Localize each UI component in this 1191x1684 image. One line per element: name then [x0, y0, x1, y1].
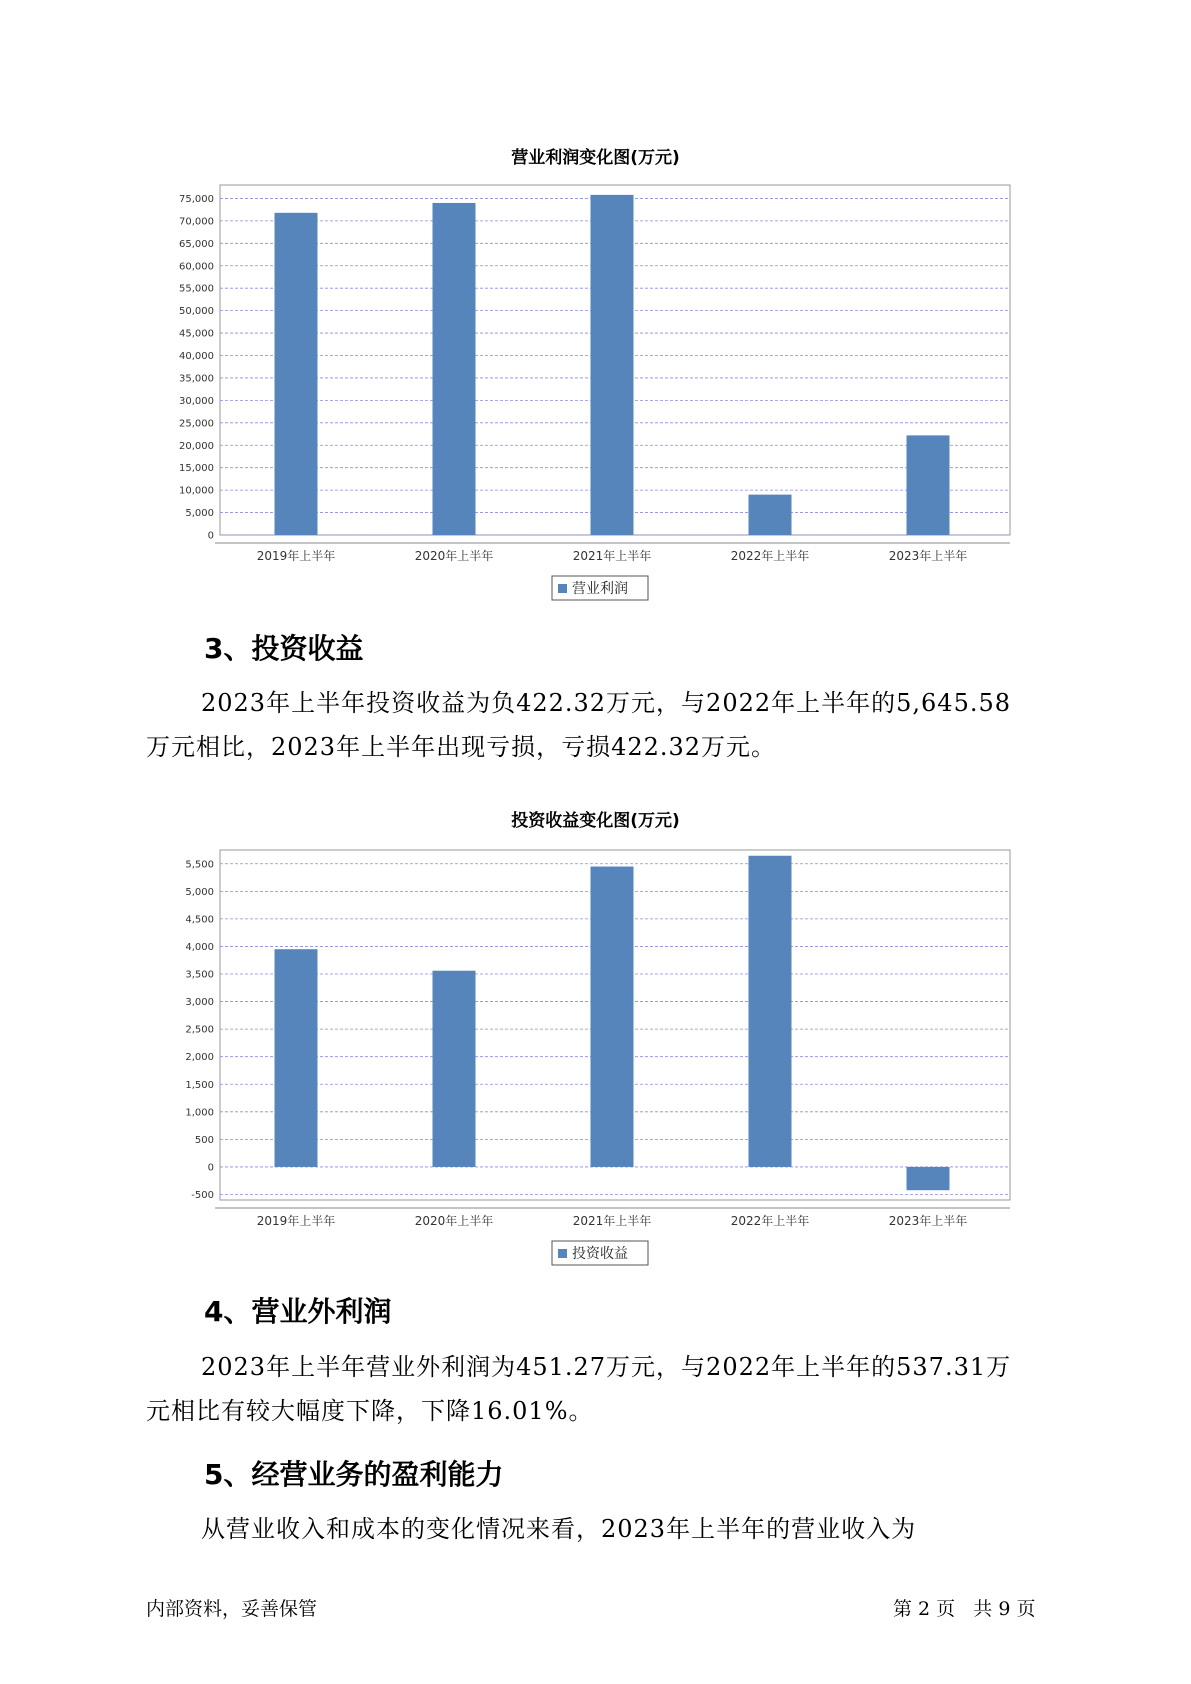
legend-label: 投资收益: [572, 1246, 628, 1262]
bar: [907, 1167, 950, 1190]
legend-label: 营业利润: [572, 581, 628, 597]
y-tick-label: -500: [191, 1189, 214, 1201]
y-tick-label: 40,000: [179, 351, 214, 363]
y-tick-label: 4,000: [185, 941, 214, 953]
paragraph-investment: [146, 681, 1046, 769]
footer-page-number: 第 2 页 共 9 页: [893, 1598, 1036, 1620]
x-tick-label: 2023年上半年: [888, 1214, 968, 1228]
y-tick-label: 0: [207, 1162, 214, 1174]
y-tick-label: 20,000: [179, 440, 214, 452]
operating-profit-chart: [0, 170, 1191, 597]
x-tick-label: 2022年上半年: [730, 549, 810, 563]
y-tick-label: 25,000: [179, 418, 214, 430]
y-tick-label: 0: [207, 530, 214, 542]
chart-title-investment-income: 投资收益变化图(万元): [511, 811, 680, 831]
bar: [591, 195, 634, 535]
y-tick-label: 65,000: [179, 238, 214, 250]
bar: [433, 971, 476, 1167]
section-heading-investment: 3、投资收益: [204, 632, 364, 665]
y-tick-label: 15,000: [179, 463, 214, 475]
x-tick-label: 2021年上半年: [572, 1214, 652, 1228]
y-tick-label: 30,000: [179, 395, 214, 407]
paragraph-nonoperating: [146, 1345, 1046, 1433]
investment-income-chart: [0, 835, 1191, 1262]
paragraph-line: 2023年上半年投资收益为负422.32万元，与2022年上半年的5,645.58: [201, 689, 1012, 717]
x-tick-label: 2019年上半年: [256, 1214, 336, 1228]
footer-confidential: 内部资料，妥善保管: [146, 1598, 318, 1620]
y-tick-label: 60,000: [179, 261, 214, 273]
y-tick-label: 50,000: [179, 306, 214, 318]
y-tick-label: 3,000: [185, 997, 214, 1009]
paragraph-line: 2023年上半年营业外利润为451.27万元，与2022年上半年的537.31万: [201, 1353, 1012, 1381]
paragraph-line: 从营业收入和成本的变化情况来看，2023年上半年的营业收入为: [201, 1515, 917, 1543]
x-tick-label: 2020年上半年: [414, 1214, 494, 1228]
x-tick-label: 2022年上半年: [730, 1214, 810, 1228]
section-heading-nonoperating: 4、营业外利润: [204, 1295, 392, 1328]
y-tick-label: 35,000: [179, 373, 214, 385]
y-tick-label: 70,000: [179, 216, 214, 228]
y-tick-label: 2,500: [185, 1024, 214, 1036]
x-tick-label: 2021年上半年: [572, 549, 652, 563]
y-tick-label: 10,000: [179, 485, 214, 497]
section-heading-profitability: 5、经营业务的盈利能力: [204, 1458, 504, 1491]
y-tick-label: 4,500: [185, 914, 214, 926]
y-tick-label: 2,000: [185, 1052, 214, 1064]
bar: [749, 856, 792, 1167]
x-tick-label: 2019年上半年: [256, 549, 336, 563]
bar: [433, 203, 476, 535]
legend-swatch: [558, 1249, 567, 1258]
x-tick-label: 2023年上半年: [888, 549, 968, 563]
y-tick-label: 75,000: [179, 193, 214, 205]
y-tick-label: 500: [194, 1134, 214, 1146]
y-tick-label: 1,500: [185, 1079, 214, 1091]
paragraph-line: 万元相比，2023年上半年出现亏损，亏损422.32万元。: [146, 733, 777, 761]
legend-swatch: [558, 584, 567, 593]
y-tick-label: 3,500: [185, 969, 214, 981]
bar: [275, 949, 318, 1167]
x-tick-label: 2020年上半年: [414, 549, 494, 563]
bar: [591, 867, 634, 1167]
y-tick-label: 45,000: [179, 328, 214, 340]
y-tick-label: 55,000: [179, 283, 214, 295]
chart-title-operating-profit: 营业利润变化图(万元): [511, 148, 680, 168]
bar: [907, 435, 950, 535]
paragraph-profitability: [146, 1507, 1046, 1551]
bar: [749, 495, 792, 535]
y-tick-label: 1,000: [185, 1107, 214, 1119]
y-tick-label: 5,000: [185, 886, 214, 898]
paragraph-line: 元相比有较大幅度下降，下降16.01%。: [146, 1397, 594, 1425]
y-tick-label: 5,500: [185, 859, 214, 871]
bar: [275, 213, 318, 535]
y-tick-label: 5,000: [185, 508, 214, 520]
